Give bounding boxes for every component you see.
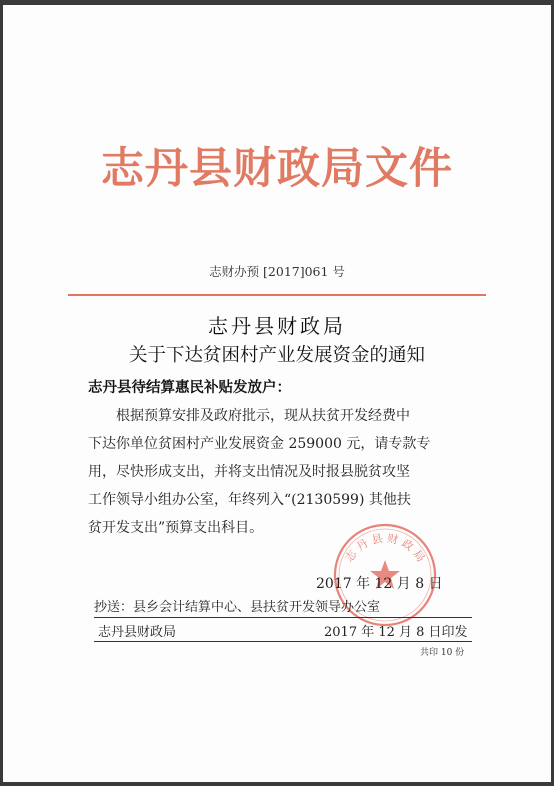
body-line: 用，尽快形成支出，并将支出情况及时报县脱贫攻坚 (88, 464, 410, 480)
red-header-rule (68, 294, 486, 296)
issue-date: 2017 年 12 月 8 日 (316, 576, 443, 592)
cc-recipients: 抄送：县乡会计结算中心、县扶贫开发领导办公室 (94, 600, 381, 615)
issuer-heading: 志丹县财政局 (208, 314, 346, 338)
seal-text: 志 丹 县 财 政 局 (342, 531, 428, 565)
printing-office: 志丹县财政局 (98, 625, 177, 640)
print-date: 2017 年 12 月 8 日印发 (324, 625, 468, 640)
body-line: 根据预算安排及政府批示，现从扶贫开发经费中 (116, 408, 410, 424)
body-line: 工作领导小组办公室，年终列入“(2130599) 其他扶 (88, 492, 411, 508)
notice-title: 关于下达贫困村产业发展资金的通知 (128, 345, 425, 366)
scan-border-left (0, 0, 3, 786)
footer-rule-bottom (94, 641, 472, 642)
document-number: 志财办预 [2017]061 号 (209, 264, 345, 279)
body-line: 下达你单位贫困村产业发展资金 259000 元，请专款专 (88, 436, 431, 452)
addressee: 志丹县待结算惠民补贴发放户： (88, 379, 291, 396)
document-masthead: 志丹县财政局文件 (101, 144, 453, 194)
body-line: 贫开发支出”预算支出科目。 (88, 520, 264, 536)
scan-border-bottom (0, 782, 554, 786)
footer-rule-top (94, 617, 472, 618)
copies-count: 共印 10 份 (420, 648, 465, 658)
scan-border-top (0, 0, 554, 5)
